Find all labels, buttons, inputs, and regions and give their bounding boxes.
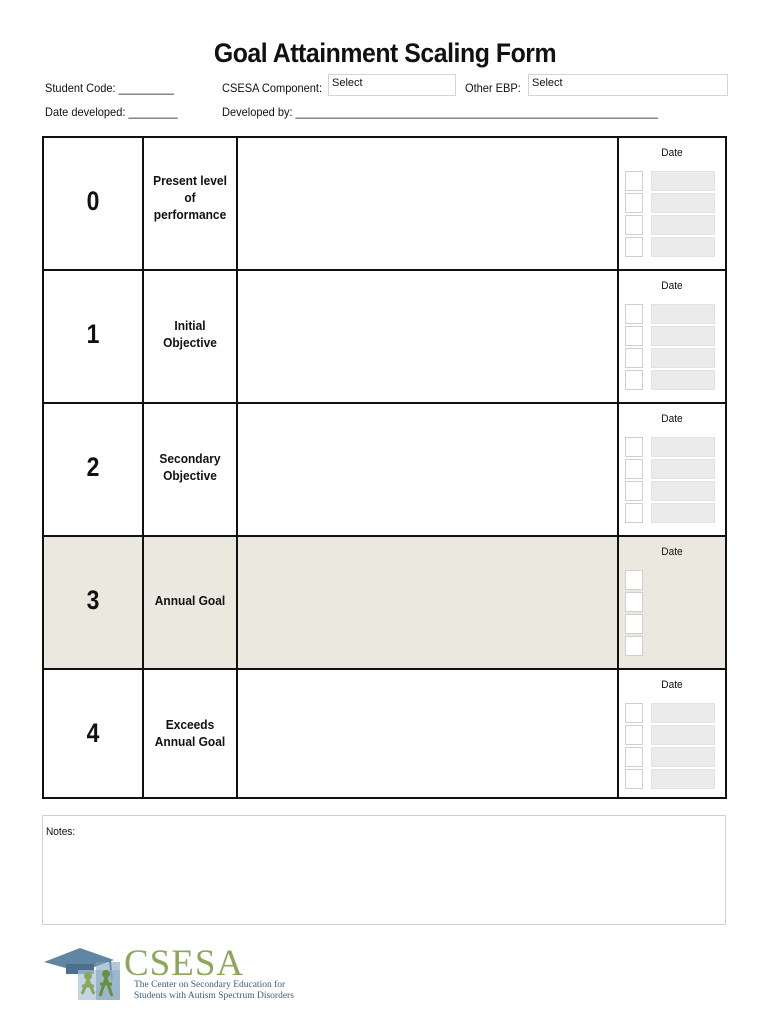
date-input[interactable] (651, 725, 715, 745)
date-input[interactable] (651, 769, 715, 789)
date-checkbox[interactable] (625, 348, 643, 368)
logo-subtitle-line1: The Center on Secondary Education for (134, 980, 286, 990)
date-checkbox[interactable] (625, 725, 643, 745)
csesa-component-select[interactable]: Select (328, 74, 456, 96)
level-label-line: Objective (163, 468, 217, 483)
date-checkbox[interactable] (625, 437, 643, 457)
date-input[interactable] (651, 171, 715, 191)
date-label: Date (661, 546, 683, 558)
date-checkbox[interactable] (625, 237, 643, 257)
level-number: 2 (86, 452, 100, 482)
level-label (148, 172, 233, 223)
goal-scale-grid (42, 136, 727, 799)
level-label-line: Exceeds (165, 717, 215, 732)
date-input[interactable] (651, 503, 715, 523)
column-divider (236, 138, 238, 797)
level-label-line: Secondary (159, 451, 221, 466)
level-number: 1 (86, 319, 100, 349)
date-input[interactable] (651, 703, 715, 723)
date-checkbox[interactable] (625, 703, 643, 723)
date-checkbox[interactable] (625, 171, 643, 191)
date-input[interactable] (651, 459, 715, 479)
date-input[interactable] (651, 747, 715, 767)
notes-label: Notes: (46, 826, 76, 838)
level-label-line: Objective (163, 335, 217, 350)
date-checkbox[interactable] (625, 503, 643, 523)
date-input[interactable] (651, 370, 715, 390)
date-input[interactable] (651, 193, 715, 213)
date-developed-label: Date developed: ________ (45, 105, 178, 119)
level-label-line: Initial (174, 318, 206, 333)
date-checkbox[interactable] (625, 215, 643, 235)
date-checkbox[interactable] (625, 592, 643, 612)
date-input[interactable] (651, 304, 715, 324)
student-code-label: Student Code: _________ (45, 81, 174, 95)
date-checkbox[interactable] (625, 370, 643, 390)
date-checkbox[interactable] (625, 481, 643, 501)
date-checkbox[interactable] (625, 459, 643, 479)
level-description-field[interactable] (238, 271, 617, 398)
logo-subtitle (134, 980, 294, 1002)
date-input[interactable] (651, 481, 715, 501)
level-number: 0 (86, 186, 100, 216)
level-label-line: Annual Goal (154, 592, 226, 608)
date-checkbox[interactable] (625, 304, 643, 324)
logo-subtitle-line2: Students with Autism Spectrum Disorders (134, 991, 294, 1001)
column-divider (617, 138, 619, 797)
date-checkbox[interactable] (625, 769, 643, 789)
date-label: Date (661, 679, 683, 691)
level-number: 4 (86, 718, 100, 748)
notes-field[interactable] (42, 815, 726, 925)
date-checkbox[interactable] (625, 747, 643, 767)
date-label: Date (661, 413, 683, 425)
other-ebp-select[interactable]: Select (528, 74, 728, 96)
date-input[interactable] (651, 348, 715, 368)
date-input[interactable] (651, 237, 715, 257)
level-description-field[interactable] (238, 404, 617, 531)
date-checkbox[interactable] (625, 326, 643, 346)
level-label-line: Annual Goal (154, 734, 226, 749)
level-description-field[interactable] (238, 537, 617, 664)
date-label: Date (661, 147, 683, 159)
date-input[interactable] (651, 326, 715, 346)
date-input[interactable] (651, 215, 715, 235)
date-input[interactable] (651, 437, 715, 457)
form-title: Goal Attainment Scaling Form (213, 38, 557, 68)
date-checkbox[interactable] (625, 193, 643, 213)
level-label (148, 317, 233, 351)
date-checkbox[interactable] (625, 636, 643, 656)
column-divider (142, 138, 144, 797)
level-label-line: of (184, 189, 196, 205)
level-label-line: performance (153, 206, 227, 222)
logo-name: CSESA (124, 943, 245, 984)
csesa-component-label: CSESA Component: (222, 81, 323, 95)
other-ebp-label: Other EBP: (465, 81, 521, 95)
date-checkbox[interactable] (625, 614, 643, 634)
level-label (148, 450, 233, 484)
level-label (148, 592, 233, 609)
level-label-line: Present level (153, 172, 227, 188)
date-label: Date (661, 280, 683, 292)
level-label (148, 716, 233, 750)
level-number: 3 (86, 585, 100, 615)
level-description-field[interactable] (238, 670, 617, 797)
developed-by-label: Developed by: ___________________________________________________________ (222, 105, 658, 119)
level-description-field[interactable] (238, 138, 617, 265)
date-checkbox[interactable] (625, 570, 643, 590)
